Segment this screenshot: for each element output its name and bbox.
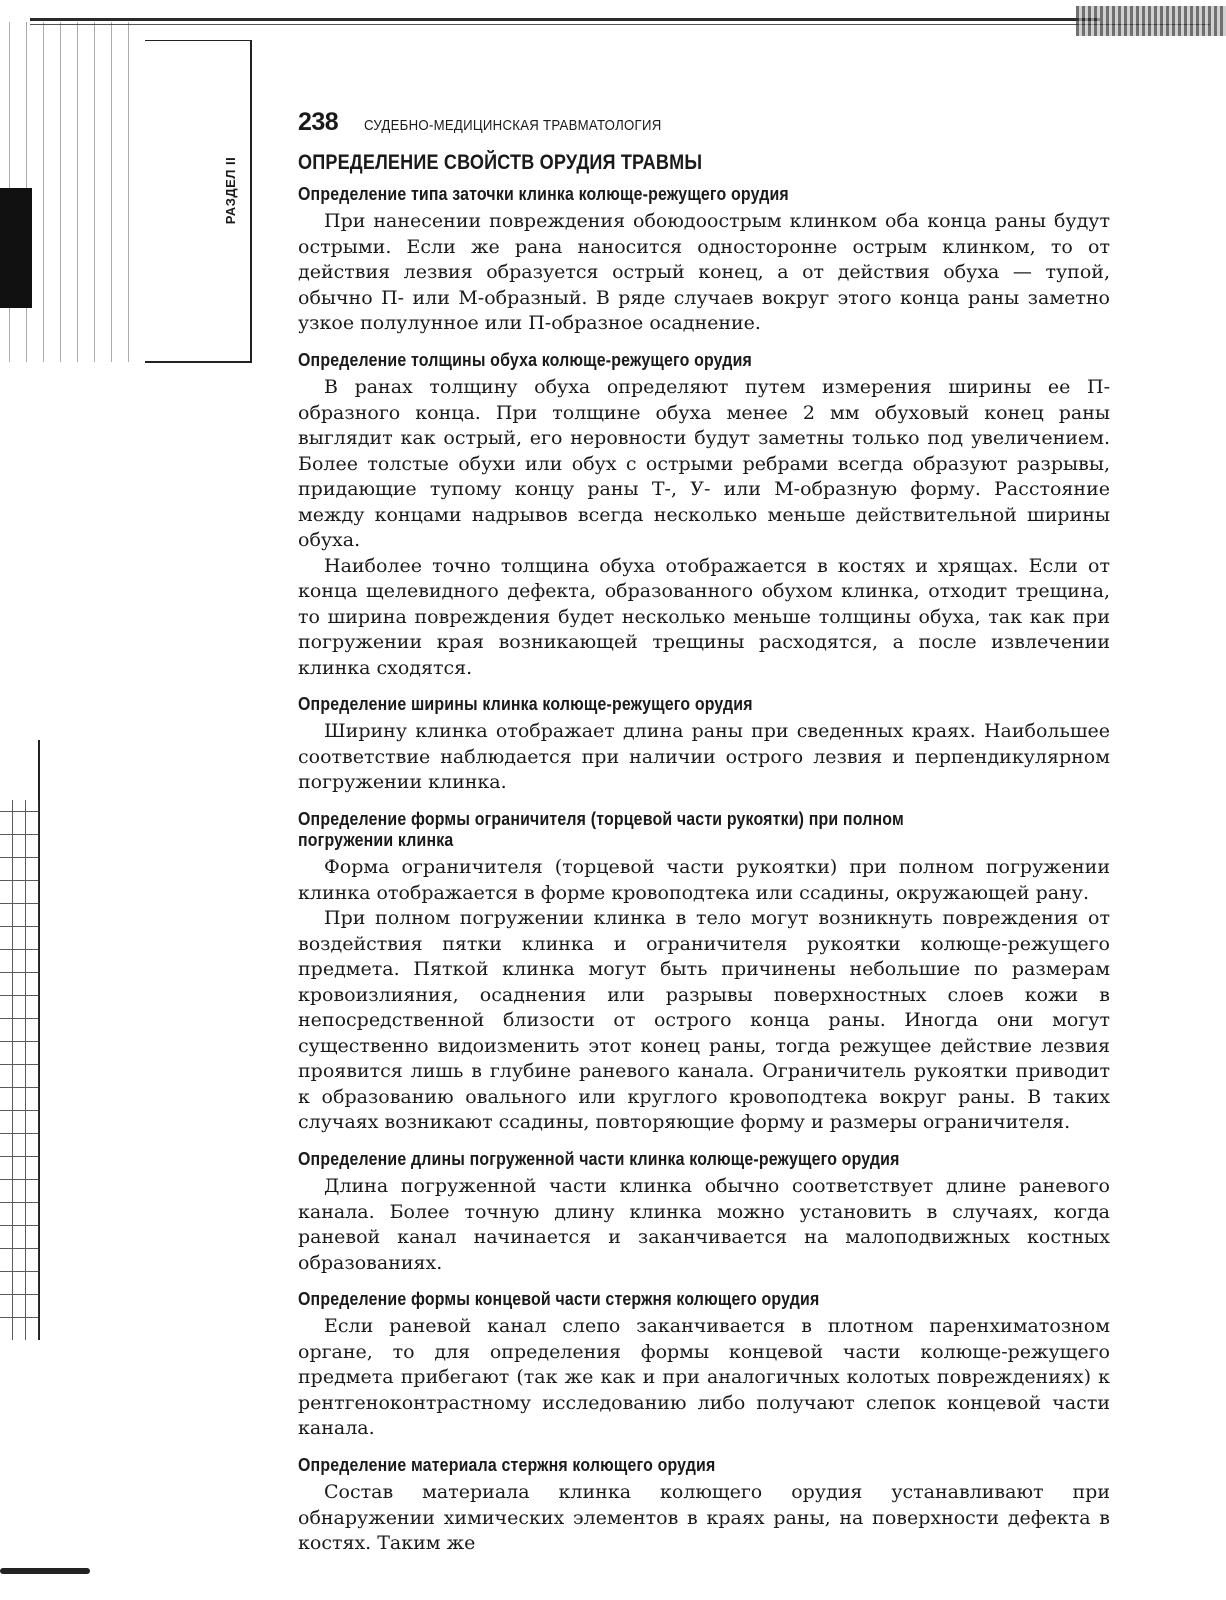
document-page xyxy=(298,108,1110,1557)
paragraph: Длина погруженной части клинка обычно соответствует длине раневого канала. Более точную длину клинка можно установить в случаях, когда раневой канал начинается и заканчивается на малоподвижных костных образованиях. xyxy=(298,1175,1110,1274)
paragraph: В ранах толщину обуха определяют путем измерения ширины ее П-образного конца. При толщине обуха менее 2 мм обуховый конец раны выглядит как острый, его неровности будут заметны только под увеличением. Более толстые обухи или обух с острыми ребрами всегда образуют разрывы, придающие тупому концу раны Т-, У- или М-образную форму. Расстояние между концами надрывов всегда несколько меньше действительной ширины обуха. xyxy=(298,376,1110,552)
section-heading: Определение длины погруженной части клинка колюще-режущего орудия xyxy=(298,1147,900,1169)
margin-grid xyxy=(0,800,40,1340)
section-heading: Определение материала стержня колющего орудия xyxy=(298,1453,716,1475)
page-number: 238 xyxy=(298,108,339,136)
paragraph: Форма ограничителя (торцевой части рукоятки) при полном погружении клинка отображается в форме кровоподтека или ссадины, окружающей рану. xyxy=(298,856,1110,904)
section xyxy=(298,693,1110,796)
section xyxy=(298,349,1110,681)
scan-smudge xyxy=(0,1568,90,1574)
section xyxy=(298,183,1110,337)
scan-edge-line xyxy=(30,24,1210,25)
paragraph: При полном погружении клинка в тело могут возникнуть повреждения от воздействия пятки клинка и ограничителя рукоятки колюще-режущего предмета. Пяткой клинка могут быть причинены небольшие по размерам кровоизлияния, осаднения или разрывы поверхностных слоев кожи в непосредственной близости от острого конца раны. Иногда они могут существенно видоизменить этот конец раны, тогда режущее действие лезвия проявится лишь в глубине раневого канала. Ограничитель рукоятки приводит к образованию овального или круглого кровоподтека вокруг раны. В таких случаях возникают ссадины, повторяющие форму и размеры ограничителя. xyxy=(298,907,1110,1134)
section xyxy=(298,1454,1110,1557)
binder-shadow xyxy=(0,188,32,308)
section-heading: Определение формы концевой части стержня колющего орудия xyxy=(298,1288,820,1310)
section xyxy=(298,1148,1110,1276)
paragraph: Наиболее точно толщина обуха отображается в костях и хрящах. Если от конца щелевидного дефекта, образованного обухом клинка, отходит трещина, то ширина повреждения будет несколько меньше толщины обуха, так как при погружении края возникающей трещины расходятся, а после извлечении клинка сходятся. xyxy=(298,554,1110,679)
section xyxy=(298,808,1110,1136)
paragraph: Ширину клинка отображает длина раны при сведенных краях. Наибольшее соответствие наблюдается при наличии острого лезвия и перпендикулярном погружении клинка. xyxy=(298,720,1110,794)
paragraph: Состав материала клинка колющего орудия устанавливают при обнаружении химических элементов в краях раны, на поверхности дефекта в костях. Таким же xyxy=(298,1481,1110,1555)
section-heading: Определение толщины обуха колюще-режущего орудия xyxy=(298,348,752,370)
paragraph: Если раневой канал слепо заканчивается в плотном паренхиматозном органе, то для определения формы концевой части колюще-режущего предмета прибегают (так же как и при аналогичных колотых повреждениях) к рентгеноконтрастному исследованию либо получают слепок концевой части канала. xyxy=(298,1315,1110,1440)
section-heading: Определение ширины клинка колюще-режущего орудия xyxy=(298,693,753,715)
scan-edge-artifact xyxy=(1076,6,1226,36)
section xyxy=(298,1288,1110,1442)
scan-edge-line xyxy=(30,18,1100,21)
book-title: СУДЕБНО-МЕДИЦИНСКАЯ ТРАВМАТОЛОГИЯ xyxy=(364,117,662,134)
chapter-title: ОПРЕДЕЛЕНИЕ СВОЙСТВ ОРУДИЯ ТРАВМЫ xyxy=(298,151,703,174)
running-head xyxy=(298,108,1110,137)
paragraph: При нанесении повреждения обоюдоострым клинком оба конца раны будут острыми. Если же рана наносится односторонне острым клинком, то от действия лезвия образуется острый конец, а от действия обуха — тупой, обычно П- или М-образный. В ряде случаев вокруг этого конца раны заметно узкое полулунное или П-образное осаднение. xyxy=(298,210,1110,335)
section-heading: Определение формы ограничителя (торцевой части рукоятки) при полном погружении клинка xyxy=(298,807,904,851)
section-tab xyxy=(220,150,242,230)
section-tab-label: РАЗДЕЛ II xyxy=(223,156,239,224)
section-heading: Определение типа заточки клинка колюще-режущего орудия xyxy=(298,183,789,204)
